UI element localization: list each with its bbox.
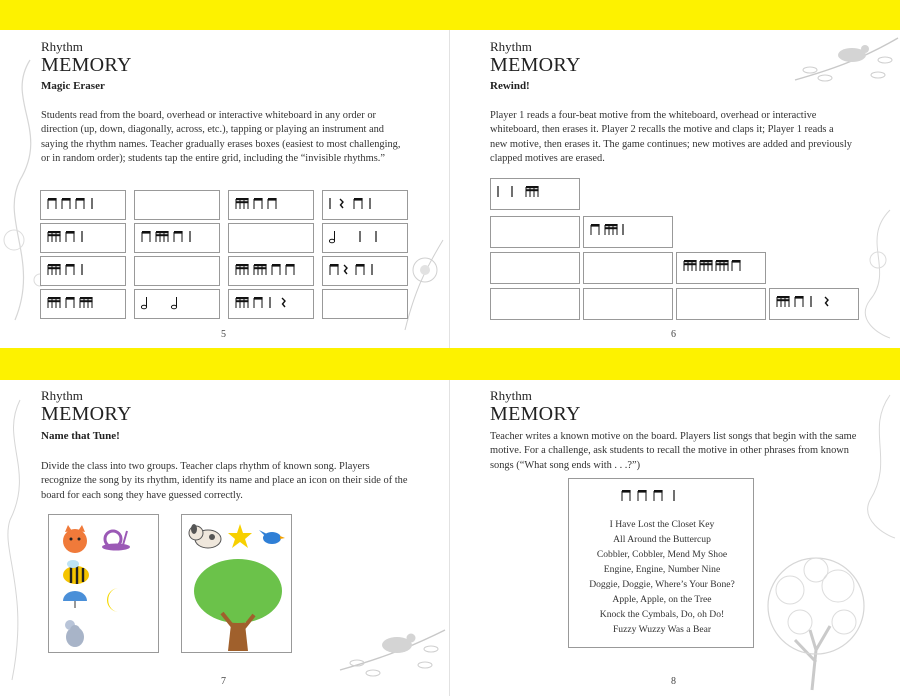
- rhythm-cell: [228, 289, 314, 319]
- page-title: MEMORY: [490, 54, 581, 76]
- cat-icon: [59, 523, 91, 555]
- rhythm-cell: [134, 223, 220, 253]
- moon-icon: [101, 585, 125, 615]
- umbrella-icon: [61, 589, 89, 609]
- motive-rhythm: [621, 489, 701, 505]
- rhythm-cell: [583, 216, 673, 248]
- page-number: 8: [671, 676, 676, 687]
- rhythm-cell: [490, 216, 580, 248]
- instructions-text: Divide the class into two groups. Teacher claps rhythm of known song. Players recognize the song by its rhythm, identify its name and place an icon on their side of the board for each song they have guessed correctly.: [41, 461, 408, 501]
- page-6: [450, 30, 900, 348]
- rhythm-cell: [322, 256, 408, 286]
- middle-yellow-band: [0, 348, 900, 380]
- activity-title: Name that Tune!: [41, 430, 120, 442]
- bird-icon: [258, 525, 286, 547]
- top-yellow-band: [0, 0, 900, 30]
- song-title: Doggie, Doggie, Where’s Your Bone?: [589, 579, 735, 590]
- group-1-board: [48, 514, 159, 653]
- song-title: Apple, Apple, on the Tree: [612, 594, 712, 605]
- page-number: 7: [221, 676, 226, 687]
- activity-title: Rewind!: [490, 80, 530, 92]
- rhythm-cell: [228, 223, 314, 253]
- dog-icon: [186, 521, 226, 551]
- instructions-text: Player 1 reads a four-beat motive from the whiteboard, overhead or interactive whiteboard, then erases it. Player 2 recalls the motive and claps it; Player 1 reads a new motive, then erases it. The game continues; new motives are added and previously clapped motives are erased.: [490, 110, 852, 165]
- song-title: Cobbler, Cobbler, Mend My Shoe: [596, 549, 728, 560]
- bird-branch-decor-icon: [790, 30, 900, 90]
- tree-icon: [192, 555, 284, 651]
- page-8: [450, 380, 900, 696]
- page-supertitle: Rhythm: [41, 388, 83, 403]
- page-7: [0, 380, 449, 696]
- rhythm-cell: [583, 288, 673, 320]
- page-title: MEMORY: [490, 403, 581, 425]
- star-icon: [227, 523, 253, 549]
- rhythm-cell: [769, 288, 859, 320]
- rhythm-cell: [228, 190, 314, 220]
- bird-branch-decor-icon: [335, 615, 449, 685]
- swirl-decor-left-icon: [0, 390, 40, 690]
- rhythm-cell: [322, 223, 408, 253]
- group-2-board: [181, 514, 292, 653]
- page-number: 5: [221, 329, 226, 340]
- rhythm-cell: [228, 256, 314, 286]
- song-title: Knock the Cymbals, Do, oh Do!: [599, 609, 725, 620]
- swirl-decor-right-icon: [855, 390, 900, 540]
- rhythm-cell: [676, 252, 766, 284]
- song-list: [569, 517, 755, 637]
- rhythm-cell: [490, 252, 580, 284]
- rhythm-cell: [40, 289, 126, 319]
- rhythm-cell: [490, 178, 580, 210]
- page-supertitle: Rhythm: [41, 39, 83, 54]
- rhythm-cell: [40, 256, 126, 286]
- song-title: I Have Lost the Closet Key: [609, 519, 715, 530]
- activity-title: Magic Eraser: [41, 80, 105, 92]
- page-5: [0, 30, 449, 348]
- tree-decor-icon: [740, 550, 900, 694]
- bee-icon: [59, 559, 93, 587]
- instructions-text: Teacher writes a known motive on the board. Players list songs that begin with the same motive. For a challenge, ask students to recall the motive in other phrases from known songs (“What song ends with . . .?”): [490, 431, 857, 471]
- page-number: 6: [671, 329, 676, 340]
- mouse-icon: [61, 617, 89, 649]
- rhythm-cell: [40, 190, 126, 220]
- page-title: MEMORY: [41, 403, 132, 425]
- rhythm-cell: [40, 223, 126, 253]
- instructions-text: Students read from the board, overhead or interactive whiteboard in any order or direction (up, down, diagonally, across, etc.), tapping or playing an instrument and saying the rhythm names. Teacher gradually erases boxes (easiest to most challenging, or in random order); students tap the entire grid, including the “invisible rhythms.”: [41, 110, 401, 165]
- page-supertitle: Rhythm: [490, 39, 532, 54]
- page-supertitle: Rhythm: [490, 388, 532, 403]
- rhythm-cell: [134, 190, 220, 220]
- song-title: All Around the Buttercup: [613, 534, 711, 545]
- song-title: Fuzzy Wuzzy Was a Bear: [612, 624, 712, 635]
- rhythm-cell: [676, 288, 766, 320]
- snail-icon: [101, 525, 131, 551]
- rhythm-cell: [490, 288, 580, 320]
- rhythm-cell: [134, 289, 220, 319]
- rhythm-cell: [134, 256, 220, 286]
- rhythm-cell: [583, 252, 673, 284]
- rhythm-cell: [322, 289, 408, 319]
- rhythm-cell: [322, 190, 408, 220]
- page-title: MEMORY: [41, 54, 132, 76]
- song-title: Engine, Engine, Number Nine: [603, 564, 721, 575]
- song-list-box: [568, 478, 754, 648]
